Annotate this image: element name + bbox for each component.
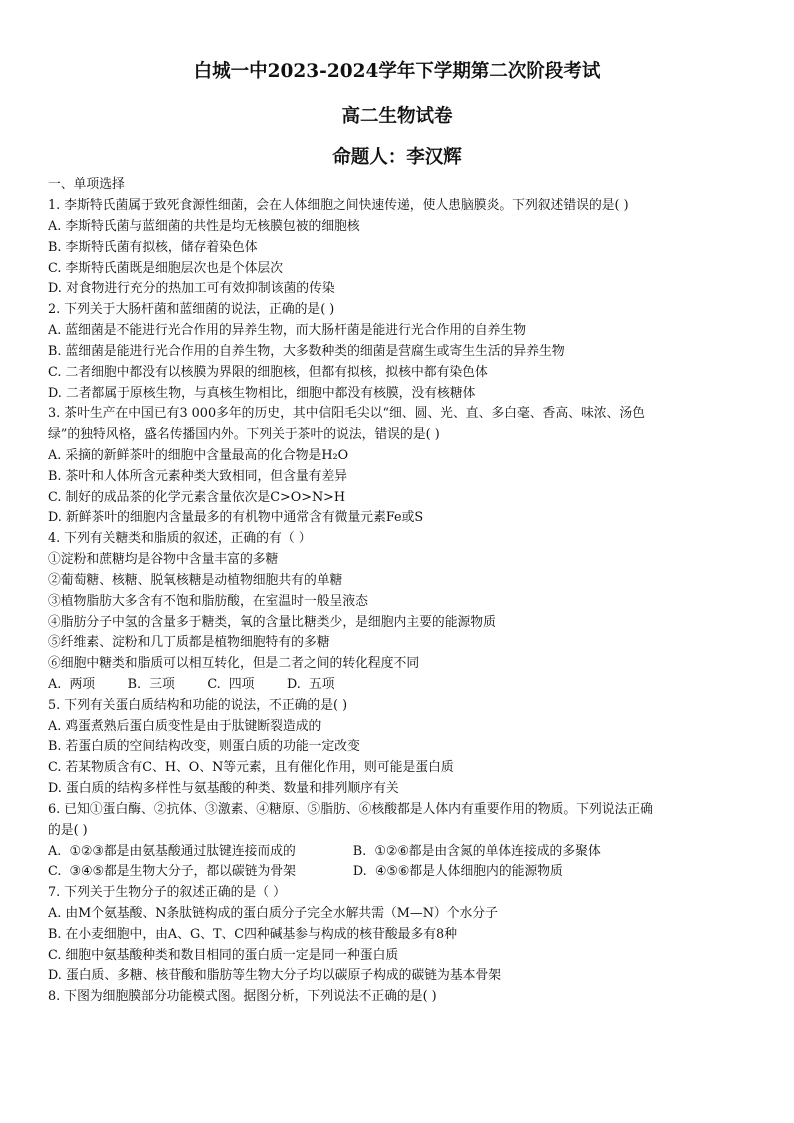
question-5-option-a: A. 鸡蛋煮熟后蛋白质变性是由于肽键断裂造成的 [48, 719, 322, 734]
question-3-option-a: A. 采摘的新鲜茶叶的细胞中含量最高的化合物是H₂O [48, 448, 349, 463]
question-4-stem: 4. 下列有关糖类和脂质的叙述，正确的有（ ） [48, 531, 312, 546]
exam-title: 白城一中2023-2024学年下学期第二次阶段考试 [193, 61, 601, 82]
question-5-option-b: B. 若蛋白质的空间结构改变，则蛋白质的功能一定改变 [48, 739, 360, 754]
question-1-option-b: B. 李斯特氏菌有拟核，储存着染色体 [48, 240, 258, 255]
question-4-statement-6: ⑥细胞中糖类和脂质可以相互转化，但是二者之间的转化程度不同 [48, 656, 420, 671]
question-1-stem: 1. 李斯特氏菌属于致死食源性细菌，会在人体细胞之间快速传递，使人患脑膜炎。下列叙述错误的是( ) [48, 198, 629, 213]
question-7-option-c: C. 细胞中氨基酸种类和数目相同的蛋白质一定是同一种蛋白质 [48, 948, 399, 963]
question-6-stem-line-2: 的是( ) [48, 823, 88, 838]
question-4-statement-3: ③植物脂肪大多含有不饱和脂肪酸，在室温时一般呈液态 [48, 594, 368, 609]
question-3-stem-line-2: 绿”的独特风格，盛名传播国内外。下列关于茶叶的说法，错误的是( ) [48, 427, 440, 442]
question-4-statement-4: ④脂肪分子中氢的含量多于糖类，氧的含量比糖类少，是细胞内主要的能源物质 [48, 615, 496, 630]
question-6-stem-line-1: 6. 已知①蛋白酶、②抗体、③激素、④糖原、⑤脂肪、⑥核酸都是人体内有重要作用的物质。下列说法正确 [48, 802, 653, 817]
question-2-option-c: C. 二者细胞中都没有以核膜为界限的细胞核，但都有拟核，拟核中都有染色体 [48, 365, 488, 380]
section-heading: 一、单项选择 [48, 177, 125, 192]
question-7-option-b: B. 在小麦细胞中，由A、G、T、C四种碱基参与构成的核苷酸最多有8种 [48, 927, 457, 942]
question-7-option-a: A. 由M个氨基酸、N条肽链构成的蛋白质分子完全水解共需（M—N）个水分子 [48, 906, 498, 921]
question-4-statement-1: ①淀粉和蔗糖均是谷物中含量丰富的多糖 [48, 552, 279, 567]
question-4-options: A. 两项 B. 三项 C. 四项 D. 五项 [48, 677, 335, 692]
question-6-options-ab: A. ①②③都是由氨基酸通过肽键连接而成的 B. ①②⑥都是由含氮的单体连接成的多聚体 [48, 844, 601, 859]
question-3-option-b: B. 茶叶和人体所含元素种类大致相同，但含量有差异 [48, 469, 348, 484]
question-8-stem: 8. 下图为细胞膜部分功能模式图。据图分析，下列说法不正确的是( ) [48, 989, 437, 1004]
question-2-option-b: B. 蓝细菌是能进行光合作用的自养生物，大多数种类的细菌是营腐生或寄生生活的异养生物 [48, 344, 565, 359]
question-7-option-d: D. 蛋白质、多糖、核苷酸和脂肪等生物大分子均以碳原子构成的碳链为基本骨架 [48, 968, 502, 983]
question-3-option-c: C. 制好的成品茶的化学元素含量依次是C>O>N>H [48, 490, 346, 505]
question-1-option-d: D. 对食物进行充分的热加工可有效抑制该菌的传染 [48, 281, 335, 296]
question-1-option-c: C. 李斯特氏菌既是细胞层次也是个体层次 [48, 261, 284, 276]
question-1-option-a: A. 李斯特氏菌与蓝细菌的共性是均无核膜包被的细胞核 [48, 219, 360, 234]
question-7-stem: 7. 下列关于生物分子的叙述正确的是（ ） [48, 885, 286, 900]
question-5-option-d: D. 蛋白质的结构多样性与氨基酸的种类、数量和排列顺序有关 [48, 781, 399, 796]
question-3-option-d: D. 新鲜茶叶的细胞内含量最多的有机物中通常含有微量元素Fe或S [48, 510, 424, 525]
question-6-options-cd: C. ③④⑤都是生物大分子，都以碳链为骨架 D. ④⑤⑥都是人体细胞内的能源物质 [48, 864, 563, 879]
author-line: 命题人：李汉辉 [332, 147, 462, 168]
question-5-stem: 5. 下列有关蛋白质结构和功能的说法，不正确的是( ) [48, 698, 348, 713]
question-4-statement-5: ⑤纤维素、淀粉和几丁质都是植物细胞特有的多糖 [48, 635, 330, 650]
subject-title: 高二生物试卷 [341, 106, 453, 127]
question-3-stem-line-1: 3. 茶叶生产在中国已有3 000多年的历史，其中信阳毛尖以“细、圆、光、直、多白毫、香高、味浓、汤色 [48, 406, 645, 421]
question-4-statement-2: ②葡萄糖、核糖、脱氧核糖是动植物细胞共有的单糖 [48, 573, 343, 588]
question-2-option-d: D. 二者都属于原核生物，与真核生物相比，细胞中都没有核膜，没有核糖体 [48, 386, 476, 401]
question-2-stem: 2. 下列关于大肠杆菌和蓝细菌的说法，正确的是( ) [48, 302, 335, 317]
question-5-option-c: C. 若某物质含有C、H、O、N等元素，且有催化作用，则可能是蛋白质 [48, 760, 454, 775]
question-2-option-a: A. 蓝细菌是不能进行光合作用的异养生物，而大肠杆菌是能进行光合作用的自养生物 [48, 323, 527, 338]
